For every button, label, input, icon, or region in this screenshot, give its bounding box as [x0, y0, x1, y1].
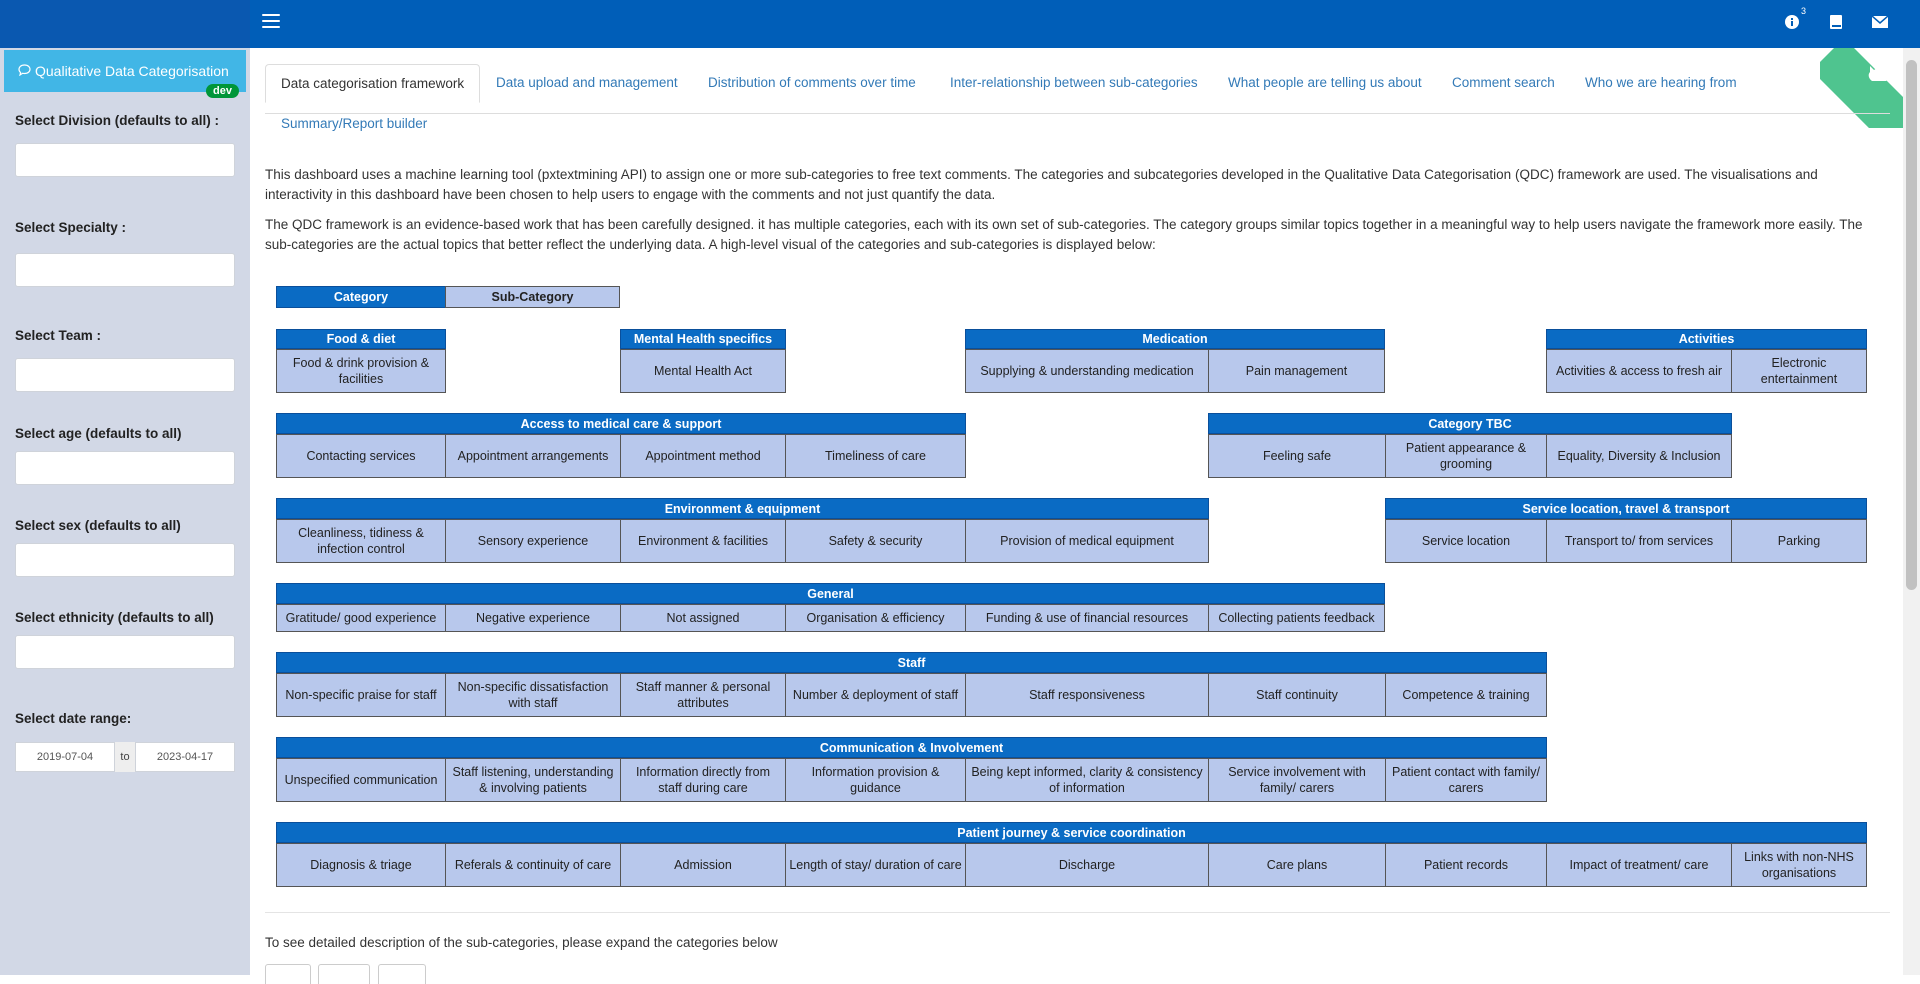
- brand-area: [0, 0, 250, 48]
- subcategory-box: Being kept informed, clarity & consistency of information: [965, 758, 1209, 802]
- subcategory-box: Contacting services: [276, 434, 446, 478]
- subcategory-box: Feeling safe: [1208, 434, 1386, 478]
- subcategory-box: Length of stay/ duration of care: [785, 843, 966, 887]
- tab-data-upload[interactable]: Data upload and management: [496, 75, 678, 90]
- notification-count: 3: [1800, 6, 1806, 16]
- category-staff: Staff: [276, 652, 1547, 673]
- division-select[interactable]: [15, 143, 235, 177]
- tab-who-we-hear-from[interactable]: Who we are hearing from: [1585, 75, 1737, 90]
- sidebar: [0, 48, 250, 975]
- subcategory-box: Timeliness of care: [785, 434, 966, 478]
- age-select[interactable]: [15, 451, 235, 485]
- collapse-button[interactable]: [378, 964, 426, 984]
- corner-ribbon: [1820, 48, 1904, 128]
- tab-divider: [265, 113, 1890, 114]
- category-communication: Communication & Involvement: [276, 737, 1547, 758]
- category-food-diet: Food & diet: [276, 329, 446, 349]
- subcategory-box: Activities & access to fresh air: [1546, 349, 1732, 393]
- subcategory-box: Staff listening, understanding & involving patients: [445, 758, 621, 802]
- subcategory-box: Service location: [1385, 519, 1547, 563]
- collapse-button[interactable]: [318, 964, 370, 984]
- legend-category: Category: [276, 286, 446, 308]
- end-date-input[interactable]: 2023-04-17: [156, 751, 214, 763]
- subcategory-box: Not assigned: [620, 604, 786, 632]
- start-date-input[interactable]: 2019-07-04: [36, 751, 94, 763]
- category-environment-equipment: Environment & equipment: [276, 498, 1209, 519]
- subcategory-box: Non-specific praise for staff: [276, 673, 446, 717]
- subcategory-box: Impact of treatment/ care: [1546, 843, 1732, 887]
- subcategory-box: Information provision & guidance: [785, 758, 966, 802]
- sex-label: Select sex (defaults to all): [15, 518, 181, 533]
- subcategory-box: Patient records: [1385, 843, 1547, 887]
- category-patient-journey: Patient journey & service coordination: [276, 822, 1867, 843]
- subcategory-box: Electronic entertainment: [1731, 349, 1867, 393]
- subcategory-box: Non-specific dissatisfaction with staff: [445, 673, 621, 717]
- subcategory-box: Collecting patients feedback: [1208, 604, 1385, 632]
- subcategory-box: Gratitude/ good experience: [276, 604, 446, 632]
- subcategory-box: Unspecified communication: [276, 758, 446, 802]
- subcategory-box: Admission: [620, 843, 786, 887]
- intro-paragraph-1: This dashboard uses a machine learning tool (pxtextmining API) to assign one or more sub-categories to free text comments. The categories and subcategories developed in the Qualitative Data Categorisation (QDC) framework are used. The visualisations and interactivity in this dashboard have been chosen to help users to engage with the comments and not just quantify the data.: [265, 167, 1818, 202]
- subcategory-box: Parking: [1731, 519, 1867, 563]
- legend-subcategory: Sub-Category: [445, 286, 620, 308]
- date-range-label: Select date range:: [15, 711, 132, 726]
- category-tbc: Category TBC: [1208, 413, 1732, 434]
- page-scrollbar[interactable]: [1903, 48, 1920, 975]
- tab-summary-report-builder[interactable]: Summary/Report builder: [281, 116, 428, 131]
- sidebar-toggle-icon[interactable]: [262, 14, 280, 30]
- subcategory-box: Pain management: [1208, 349, 1385, 393]
- envelope-icon[interactable]: [1870, 12, 1890, 32]
- ethnicity-label: Select ethnicity (defaults to all): [15, 610, 214, 625]
- subcategory-box: Food & drink provision & facilities: [276, 349, 446, 393]
- tab-data-categorisation-framework[interactable]: Data categorisation framework: [265, 64, 480, 103]
- subcategory-box: Sensory experience: [445, 519, 621, 563]
- specialty-label: Select Specialty :: [15, 220, 127, 235]
- tab-comment-search[interactable]: Comment search: [1452, 75, 1555, 90]
- subcategory-box: Competence & training: [1385, 673, 1547, 717]
- tab-what-people-say[interactable]: What people are telling us about: [1228, 75, 1422, 90]
- sex-select[interactable]: [15, 543, 235, 577]
- team-select[interactable]: [15, 358, 235, 392]
- top-navbar: [0, 0, 1920, 48]
- tab-distribution[interactable]: Distribution of comments over time: [708, 75, 916, 90]
- github-icon: [1866, 62, 1892, 84]
- subcategory-box: Care plans: [1208, 843, 1386, 887]
- subcategory-box: Provision of medical equipment: [965, 519, 1209, 563]
- category-mental-health: Mental Health specifics: [620, 329, 786, 349]
- date-range-input: [15, 742, 235, 772]
- scrollbar-thumb[interactable]: [1906, 60, 1917, 590]
- category-general: General: [276, 583, 1385, 604]
- category-medication: Medication: [965, 329, 1385, 349]
- subcategory-box: Staff responsiveness: [965, 673, 1209, 717]
- category-access-medical-care: Access to medical care & support: [276, 413, 966, 434]
- subcategory-box: Discharge: [965, 843, 1209, 887]
- specialty-select[interactable]: [15, 253, 235, 287]
- ethnicity-select[interactable]: [15, 635, 235, 669]
- subcategory-box: Supplying & understanding medication: [965, 349, 1209, 393]
- subcategory-box: Organisation & efficiency: [785, 604, 966, 632]
- date-separator: to: [114, 742, 136, 772]
- subcategory-box: Number & deployment of staff: [785, 673, 966, 717]
- subcategory-box: Diagnosis & triage: [276, 843, 446, 887]
- subcategory-box: Service involvement with family/ carers: [1208, 758, 1386, 802]
- collapse-button[interactable]: [265, 964, 311, 984]
- subcategory-box: Negative experience: [445, 604, 621, 632]
- category-activities: Activities: [1546, 329, 1867, 349]
- subcategory-box: Information directly from staff during care: [620, 758, 786, 802]
- subcategory-box: Patient contact with family/ carers: [1385, 758, 1547, 802]
- section-divider: [265, 912, 1890, 913]
- division-label: Select Division (defaults to all) :: [15, 113, 220, 128]
- subcategory-box: Transport to/ from services: [1546, 519, 1732, 563]
- info-icon[interactable]: [1782, 6, 1806, 32]
- subcategory-box: Funding & use of financial resources: [965, 604, 1209, 632]
- sidebar-title: Qualitative Data Categorisation: [35, 63, 229, 79]
- subcategory-box: Referals & continuity of care: [445, 843, 621, 887]
- subcategory-box: Staff continuity: [1208, 673, 1386, 717]
- subcategory-box: Cleanliness, tidiness & infection control: [276, 519, 446, 563]
- tab-inter-relationship[interactable]: Inter-relationship between sub-categories: [950, 75, 1198, 90]
- age-label: Select age (defaults to all): [15, 426, 182, 441]
- subcategory-box: Mental Health Act: [620, 349, 786, 393]
- comment-icon: [18, 63, 31, 79]
- subcategory-box: Equality, Diversity & Inclusion: [1546, 434, 1732, 478]
- intro-paragraph-2: The QDC framework is an evidence-based work that has been carefully designed. it has multiple categories, each with its own set of sub-categories. The category groups similar topics together in a meaningful way to help users navigate the framework more easily. The sub-categories are the actual topics that better reflect the underlying data. A high-level visual of the categories and sub-categories is displayed below:: [265, 217, 1863, 252]
- expand-instructions: To see detailed description of the sub-categories, please expand the categories below: [265, 935, 778, 950]
- category-service-location: Service location, travel & transport: [1385, 498, 1867, 519]
- dev-badge: dev: [206, 84, 239, 98]
- subcategory-box: Links with non-NHS organisations: [1731, 843, 1867, 887]
- book-icon[interactable]: [1826, 12, 1846, 32]
- subcategory-box: Staff manner & personal attributes: [620, 673, 786, 717]
- subcategory-box: Appointment method: [620, 434, 786, 478]
- subcategory-box: Environment & facilities: [620, 519, 786, 563]
- subcategory-box: Safety & security: [785, 519, 966, 563]
- subcategory-box: Appointment arrangements: [445, 434, 621, 478]
- team-label: Select Team :: [15, 328, 102, 343]
- subcategory-box: Patient appearance & grooming: [1385, 434, 1547, 478]
